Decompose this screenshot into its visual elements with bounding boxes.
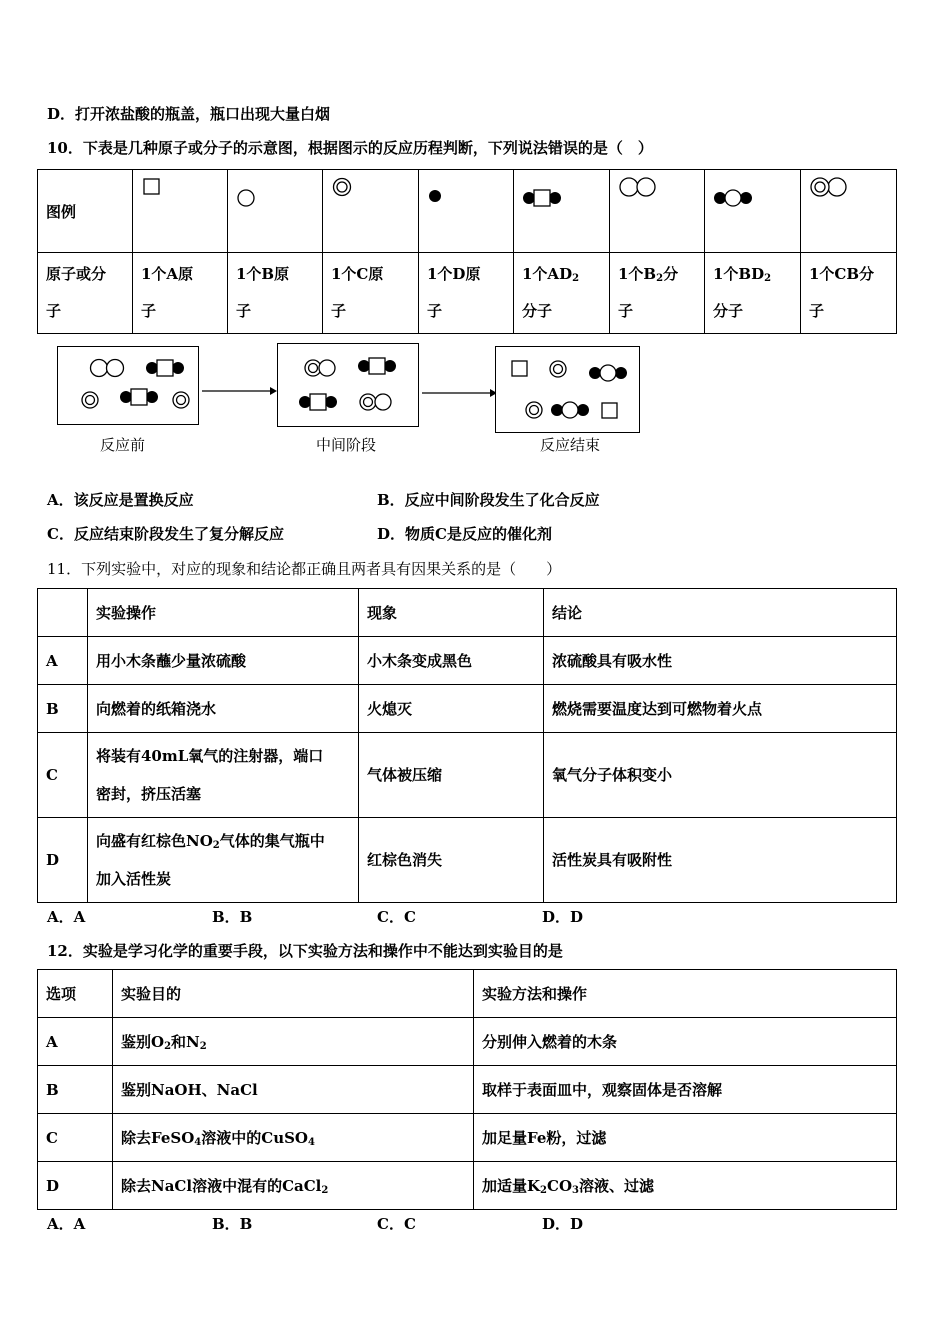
q12-header-method: 实验方法和操作	[474, 970, 897, 1018]
q12-goal-text2: 和N	[171, 1032, 200, 1051]
q11-row-op-line2: 密封，挤压活塞	[96, 785, 202, 803]
q12-method-sub2: 3	[572, 1184, 579, 1196]
legend-item-b	[228, 253, 323, 334]
legend-item-c	[323, 253, 419, 334]
q12-row-goal	[113, 1018, 474, 1066]
q11-answer-d: D．D	[542, 908, 584, 926]
symbol-cell-d	[419, 170, 514, 253]
q11-header-conclusion: 结论	[544, 589, 897, 637]
legend-item-bd2-line2: 分子	[713, 302, 744, 320]
caption-before: 反应前	[100, 436, 146, 454]
symbol-cell-b2	[610, 170, 705, 253]
q11-row-op: 向燃着的纸箱浇水	[88, 685, 359, 733]
legend-item-c-line1: 1个C原	[331, 265, 384, 283]
b2-molecule-icon	[91, 360, 124, 377]
row-header-cell	[38, 253, 133, 334]
q11-row-label: C	[38, 733, 88, 818]
legend-item-bd2-sub: 2	[764, 273, 772, 284]
ad2-molecule-icon	[358, 358, 396, 374]
q11-row-conclusion: 浓硫酸具有吸水性	[544, 637, 897, 685]
legend-item-ad2-text: 1个AD	[522, 265, 573, 283]
arrow-icon	[200, 383, 278, 399]
legend-item-c-line2: 子	[331, 302, 347, 320]
legend-item-b-line2: 子	[236, 302, 252, 320]
q12-header-option: 选项	[38, 970, 113, 1018]
q11-header-op: 实验操作	[88, 589, 359, 637]
q12-header-goal: 实验目的	[113, 970, 474, 1018]
q12-method-text: 加适量K	[482, 1176, 541, 1195]
q12-row-method: 加足量Fe粉，过滤	[474, 1114, 897, 1162]
q11-row-op-line2: 加入活性炭	[96, 870, 172, 888]
symbol-cell-b	[228, 170, 323, 253]
legend-item-d	[419, 253, 514, 334]
q12-method-text2: CO	[547, 1176, 573, 1195]
q11-row-op	[88, 818, 359, 903]
q12-row-label: A	[38, 1018, 113, 1066]
square-atom-icon	[602, 403, 617, 418]
dot-atom-icon	[427, 188, 447, 208]
q12-row-label: B	[38, 1066, 113, 1114]
q11-row-conclusion: 活性炭具有吸附性	[544, 818, 897, 903]
bd2-molecule-icon	[713, 188, 757, 210]
q12-answer-b: B．B	[212, 1215, 253, 1233]
bd2-molecule-icon	[551, 402, 589, 418]
legend-item-cb	[801, 253, 897, 334]
legend-item-bd2	[705, 253, 801, 334]
q11-row-conclusion: 氧气分子体积变小	[544, 733, 897, 818]
q11-row-phenomenon: 火熄灭	[359, 685, 544, 733]
double-ring-atom-icon	[550, 361, 566, 377]
q12-row-goal: 鉴别NaOH、NaCl	[113, 1066, 474, 1114]
q12-answer-c: C．C	[377, 1215, 416, 1233]
q12-goal-text: 鉴别O	[121, 1032, 165, 1051]
row-header-line1: 原子或分	[46, 265, 107, 283]
symbol-cell-bd2	[705, 170, 801, 253]
q12-goal-sub: 2	[321, 1184, 329, 1196]
reaction-middle-box	[277, 343, 419, 427]
q11-header-blank	[38, 589, 88, 637]
q9-option-d: D．打开浓盐酸的瓶盖，瓶口出现大量白烟	[47, 105, 331, 123]
reaction-end-diagram	[496, 347, 639, 432]
q12-method-sub: 2	[540, 1184, 548, 1196]
q12-answer-d: D．D	[542, 1215, 584, 1233]
symbol-cell-ad2	[514, 170, 610, 253]
q12-row-label: C	[38, 1114, 113, 1162]
legend-item-d-line2: 子	[427, 302, 443, 320]
caption-middle: 中间阶段	[316, 436, 377, 454]
ad2-molecule-icon	[146, 360, 184, 376]
b2-molecule-icon	[618, 176, 660, 200]
double-ring-atom-icon	[331, 176, 355, 200]
q11-row-label: B	[38, 685, 88, 733]
q12-table	[37, 969, 897, 1210]
symbol-cell-a	[133, 170, 228, 253]
legend-item-ad2-line2: 分子	[522, 302, 553, 320]
q12-goal-sub2: 4	[308, 1136, 315, 1148]
q11-row-op-sub: 2	[212, 840, 220, 851]
q12-goal-sub: 2	[164, 1040, 172, 1052]
legend-item-a	[133, 253, 228, 334]
q12-goal-text: 除去FeSO	[121, 1128, 195, 1147]
legend-item-b2-line2: 子	[618, 302, 634, 320]
q11-header-phenomenon: 现象	[359, 589, 544, 637]
q11-row-op-text: 向盛有红棕色NO	[96, 832, 213, 850]
legend-item-d-line1: 1个D原	[427, 265, 481, 283]
legend-item-ad2-sub: 2	[572, 273, 580, 284]
q11-row-label: A	[38, 637, 88, 685]
symbol-cell-cb	[801, 170, 897, 253]
q10-option-c: C．反应结束阶段发生了复分解反应	[47, 525, 284, 543]
legend-item-b2-text2: 分	[663, 265, 679, 283]
q12-row-label: D	[38, 1162, 113, 1210]
q12-stem: 12．实验是学习化学的重要手段，以下实验方法和操作中不能达到实验目的是	[47, 942, 563, 960]
caption-end: 反应结束	[540, 436, 601, 454]
q12-answer-a: A．A	[47, 1215, 86, 1233]
symbol-cell-c	[323, 170, 419, 253]
cb-molecule-icon	[305, 360, 335, 376]
legend-header: 图例	[46, 202, 77, 221]
q12-goal-sub: 4	[194, 1136, 202, 1148]
q11-row-op-line1: 将装有40mL氧气的注射器，端口	[96, 747, 324, 765]
legend-item-bd2-text: 1个BD	[713, 265, 765, 283]
q10-option-b: B．反应中间阶段发生了化合反应	[377, 491, 600, 509]
legend-item-b2-sub: 2	[656, 273, 664, 284]
q11-row-conclusion: 燃烧需要温度达到可燃物着火点	[544, 685, 897, 733]
q12-goal-text2: 溶液中的CuSO	[201, 1128, 308, 1147]
cb-molecule-icon	[809, 176, 851, 200]
q12-row-method	[474, 1162, 897, 1210]
q11-row-op: 用小木条蘸少量浓硫酸	[88, 637, 359, 685]
q12-goal-sub2: 2	[199, 1040, 207, 1052]
q11-answer-c: C．C	[377, 908, 416, 926]
ad2-molecule-icon	[522, 188, 566, 210]
circle-atom-icon	[236, 188, 258, 210]
reaction-middle-diagram	[278, 344, 418, 426]
row-header-line2: 子	[46, 302, 62, 320]
square-atom-icon	[512, 361, 527, 376]
q10-option-d: D．物质C是反应的催化剂	[377, 525, 552, 543]
q11-row-phenomenon: 小木条变成黑色	[359, 637, 544, 685]
legend-item-ad2	[514, 253, 610, 334]
reaction-before-diagram	[58, 347, 198, 424]
q11-row-op	[88, 733, 359, 818]
q11-answer-a: A．A	[47, 908, 86, 926]
arrow-icon	[420, 385, 498, 401]
q12-method-text3: 溶液、过滤	[579, 1176, 655, 1195]
cb-molecule-icon	[360, 394, 391, 410]
q11-row-op-text2: 气体的集气瓶中	[219, 832, 325, 850]
square-atom-icon	[141, 176, 163, 198]
ad2-molecule-icon	[299, 394, 337, 410]
q12-row-method: 分别伸入燃着的木条	[474, 1018, 897, 1066]
legend-item-cb-line2: 子	[809, 302, 825, 320]
ad2-molecule-icon	[120, 389, 158, 405]
double-ring-atom-icon	[173, 392, 189, 408]
reaction-end-box	[495, 346, 640, 433]
q10-stem: 10．下表是几种原子或分子的示意图，根据图示的反应历程判断，下列说法错误的是（ ）	[47, 139, 653, 157]
q11-stem: 11．下列实验中，对应的现象和结论都正确且两者具有因果关系的是（ ）	[47, 560, 562, 578]
q12-row-goal	[113, 1162, 474, 1210]
q11-row-phenomenon: 气体被压缩	[359, 733, 544, 818]
reaction-before-box	[57, 346, 199, 425]
bd2-molecule-icon	[589, 365, 627, 381]
q12-goal-text: 除去NaCl溶液中混有的CaCl	[121, 1176, 322, 1195]
legend-item-b2	[610, 253, 705, 334]
legend-item-a-line2: 子	[141, 302, 157, 320]
q11-table	[37, 588, 897, 903]
q12-row-goal	[113, 1114, 474, 1162]
legend-header-cell	[38, 170, 133, 253]
legend-item-b-line1: 1个B原	[236, 265, 290, 283]
q10-legend-table	[37, 169, 897, 334]
q11-answer-b: B．B	[212, 908, 253, 926]
q11-row-phenomenon: 红棕色消失	[359, 818, 544, 903]
double-ring-atom-icon	[526, 402, 542, 418]
q11-row-label: D	[38, 818, 88, 903]
legend-item-a-line1: 1个A原	[141, 265, 194, 283]
q10-option-a: A．该反应是置换反应	[47, 491, 194, 509]
legend-item-b2-text: 1个B	[618, 265, 657, 283]
double-ring-atom-icon	[82, 392, 98, 408]
legend-item-cb-line1: 1个CB分	[809, 265, 875, 283]
q12-row-method: 取样于表面皿中，观察固体是否溶解	[474, 1066, 897, 1114]
